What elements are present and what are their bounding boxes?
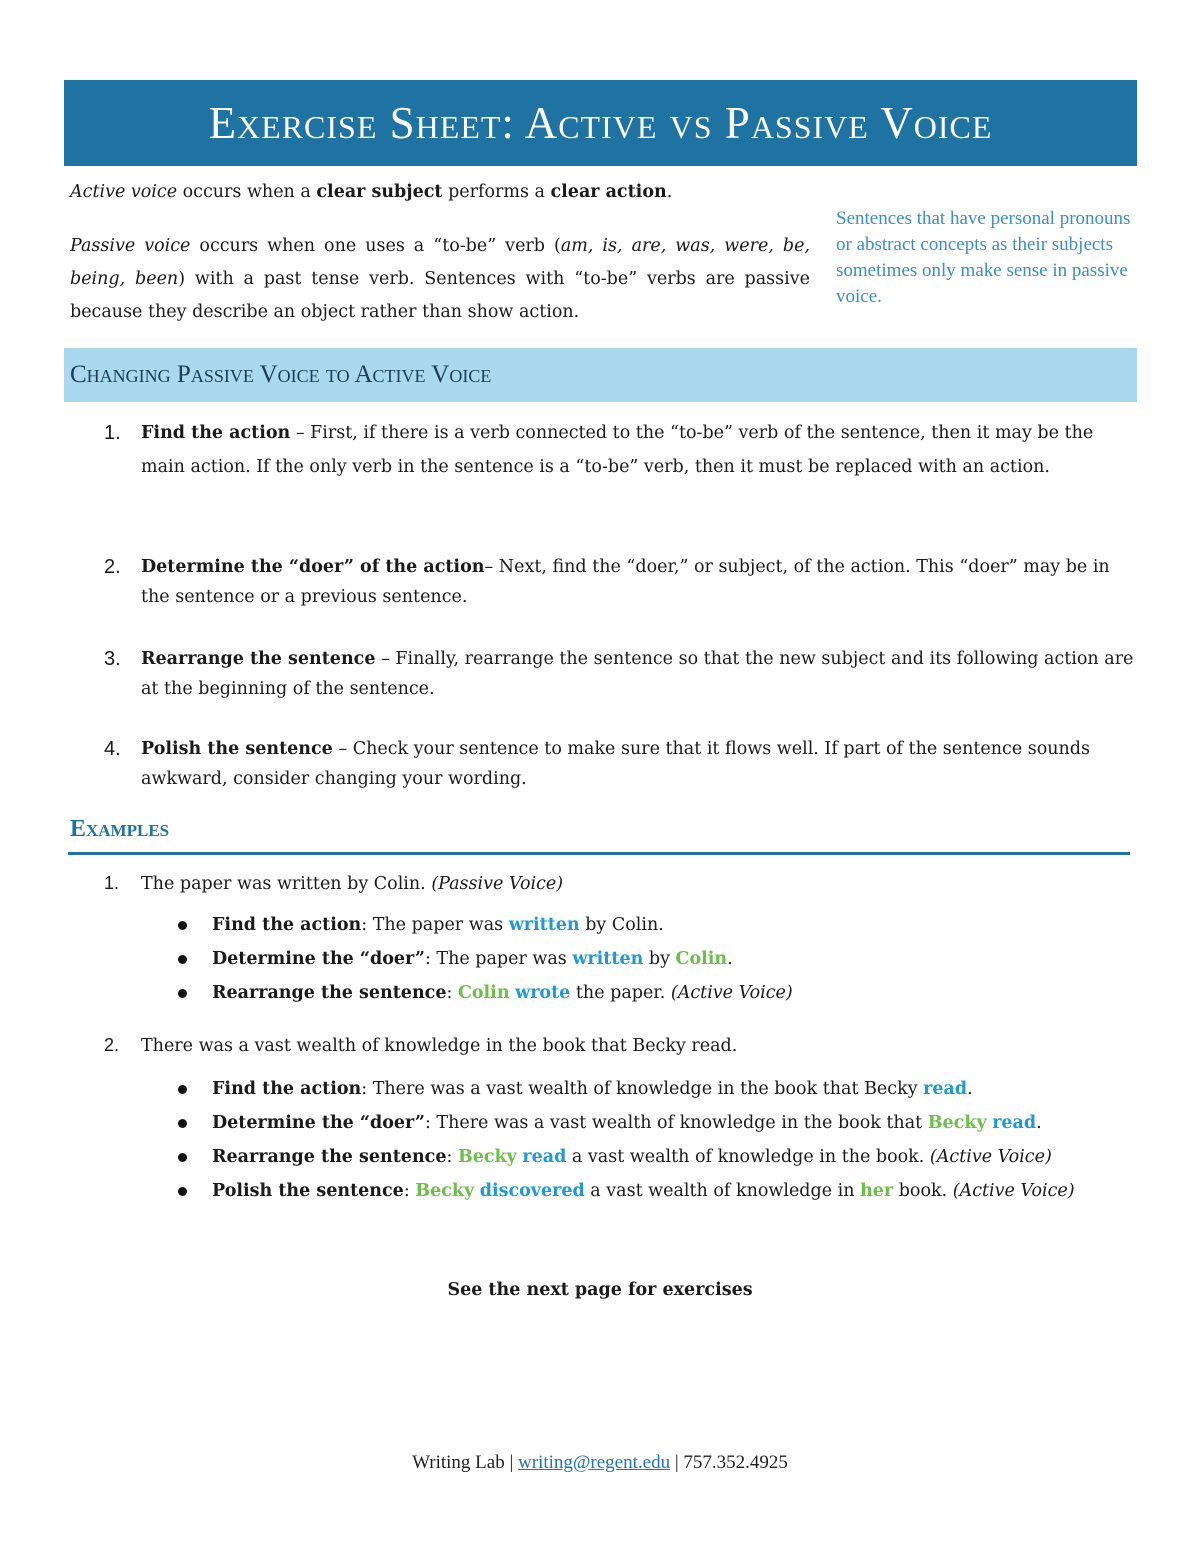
bullet-label: Determine the “doer” xyxy=(212,949,425,969)
action-highlight: written xyxy=(508,915,580,935)
bullet-icon xyxy=(178,1119,187,1128)
clear-action-text: clear action xyxy=(550,182,667,202)
bullet-text: : xyxy=(446,983,458,1003)
example-text: The paper was written by Colin. xyxy=(141,874,432,894)
step-number: 4. xyxy=(104,738,121,760)
step-label: Rearrange the sentence xyxy=(141,649,376,669)
bullet-text: . xyxy=(967,1079,973,1099)
step-number: 3. xyxy=(104,648,121,670)
bullet-label: Find the action xyxy=(212,1079,362,1099)
bullet-text: : xyxy=(403,1181,416,1201)
title-banner xyxy=(64,80,1137,166)
step-label: Determine the “doer” of the action xyxy=(141,557,485,577)
active-voice-term: Active voice xyxy=(70,182,178,202)
list-item xyxy=(174,1106,1134,1140)
example-sentence xyxy=(104,1031,1134,1060)
bullet-label: Rearrange the sentence xyxy=(212,1147,447,1167)
bullet-icon xyxy=(178,955,187,964)
voice-tag: (Active Voice) xyxy=(952,1181,1075,1201)
bullet-text: : There was a vast wealth of knowledge in the book that Becky xyxy=(361,1079,924,1099)
examples-heading: Examples xyxy=(70,816,170,842)
voice-tag: (Active Voice) xyxy=(929,1147,1052,1167)
examples-divider xyxy=(68,852,1130,855)
doer-highlight: Colin xyxy=(457,983,510,1003)
page-footer xyxy=(0,1452,1200,1474)
to-be-verbs-list: am, is, are, was, were, be, being, been xyxy=(70,236,810,289)
bullet-label: Rearrange the sentence xyxy=(212,983,447,1003)
active-voice-definition xyxy=(70,176,810,209)
list-item xyxy=(174,908,1134,942)
bullet-label: Polish the sentence xyxy=(212,1181,404,1201)
active-def-part: . xyxy=(666,182,673,202)
action-highlight: read xyxy=(992,1113,1037,1133)
footer-lab-name: Writing Lab | xyxy=(412,1452,519,1473)
example-steps-list xyxy=(174,908,1134,1010)
active-def-part: occurs when a xyxy=(177,182,317,202)
list-item xyxy=(174,1140,1134,1174)
action-highlight: wrote xyxy=(515,983,571,1003)
passive-def-part: ) with a past tense verb. Sentences with “to-be” verbs are passive because they describe an object rather than show action. xyxy=(70,269,810,322)
list-item xyxy=(174,976,1134,1010)
passive-voice-definition xyxy=(70,230,810,329)
bullet-icon xyxy=(178,921,187,930)
doer-highlight: Becky xyxy=(927,1113,987,1133)
voice-tag: (Passive Voice) xyxy=(431,874,564,894)
bullet-text: . xyxy=(1036,1113,1042,1133)
bullet-text: a vast wealth of knowledge in the book. xyxy=(566,1147,930,1167)
example-steps-list xyxy=(174,1072,1134,1208)
example-sentence xyxy=(104,869,1134,898)
step-label: Polish the sentence xyxy=(141,739,333,759)
list-item xyxy=(174,1072,1134,1106)
list-item xyxy=(174,1174,1134,1208)
doer-highlight: her xyxy=(860,1181,894,1201)
action-highlight: read xyxy=(923,1079,968,1099)
doer-highlight: Colin xyxy=(675,949,728,969)
next-page-note: See the next page for exercises xyxy=(447,1280,753,1300)
bullet-text: : The paper was xyxy=(361,915,509,935)
passive-def-part: occurs when one uses a “to-be” verb ( xyxy=(190,236,561,256)
step-item xyxy=(104,734,1134,794)
action-highlight: discovered xyxy=(479,1181,585,1201)
step-item xyxy=(104,644,1134,704)
voice-tag: (Active Voice) xyxy=(670,983,793,1003)
bullet-text: by Colin. xyxy=(579,915,664,935)
action-highlight: written xyxy=(572,949,644,969)
page-title: Exercise Sheet: Active vs Passive Voice xyxy=(208,98,993,148)
bullet-icon xyxy=(178,1085,187,1094)
bullet-text: by xyxy=(643,949,676,969)
example-text: There was a vast wealth of knowledge in the book that Becky read. xyxy=(141,1036,738,1056)
doer-highlight: Becky xyxy=(415,1181,475,1201)
footer-email-link[interactable]: writing@regent.edu xyxy=(518,1452,671,1473)
sidebar-note: Sentences that have personal pronouns or abstract concepts as their subjects sometimes only make sense in passive voice. xyxy=(836,208,1131,307)
section-title: Changing Passive Voice to Active Voice xyxy=(70,361,492,388)
action-highlight: read xyxy=(522,1147,567,1167)
step-text: – Next, find the “doer,” or subject, of the action. This “doer” may be in the sentence or a previous sentence. xyxy=(141,557,1110,607)
bullet-text: the paper. xyxy=(570,983,671,1003)
bullet-label: Find the action xyxy=(212,915,362,935)
bullet-icon xyxy=(178,989,187,998)
step-item xyxy=(104,552,1134,612)
section-header-bar xyxy=(64,348,1137,402)
doer-highlight: Becky xyxy=(457,1147,517,1167)
list-item xyxy=(174,942,1134,976)
footer-phone: | 757.352.4925 xyxy=(670,1452,788,1473)
bullet-text: : There was a vast wealth of knowledge in the book that xyxy=(424,1113,928,1133)
active-def-part: performs a xyxy=(442,182,551,202)
step-label: Find the action xyxy=(141,423,291,443)
step-text: – Check your sentence to make sure that it flows well. If part of the sentence sounds awkward, consider changing your wording. xyxy=(141,739,1090,789)
step-text: – First, if there is a verb connected to the “to-be” verb of the sentence, then it may be the main action. If the only verb in the sentence is a “to-be” verb, then it must be replaced with an action. xyxy=(141,423,1094,477)
step-text: – Finally, rearrange the sentence so that the new subject and its following action are at the beginning of the sentence. xyxy=(141,649,1134,699)
example-number: 1. xyxy=(104,873,120,893)
bullet-text: book. xyxy=(893,1181,953,1201)
bullet-icon xyxy=(178,1153,187,1162)
example-number: 2. xyxy=(104,1035,120,1055)
step-item xyxy=(104,416,1134,484)
clear-subject-text: clear subject xyxy=(316,182,443,202)
step-number: 2. xyxy=(104,556,121,578)
bullet-text: : xyxy=(446,1147,458,1167)
bullet-text: : The paper was xyxy=(424,949,573,969)
bullet-text: a vast wealth of knowledge in xyxy=(584,1181,861,1201)
passive-voice-term: Passive voice xyxy=(70,236,191,256)
bullet-text: . xyxy=(727,949,733,969)
bullet-icon xyxy=(178,1187,187,1196)
bullet-label: Determine the “doer” xyxy=(212,1113,425,1133)
step-number: 1. xyxy=(104,422,121,444)
